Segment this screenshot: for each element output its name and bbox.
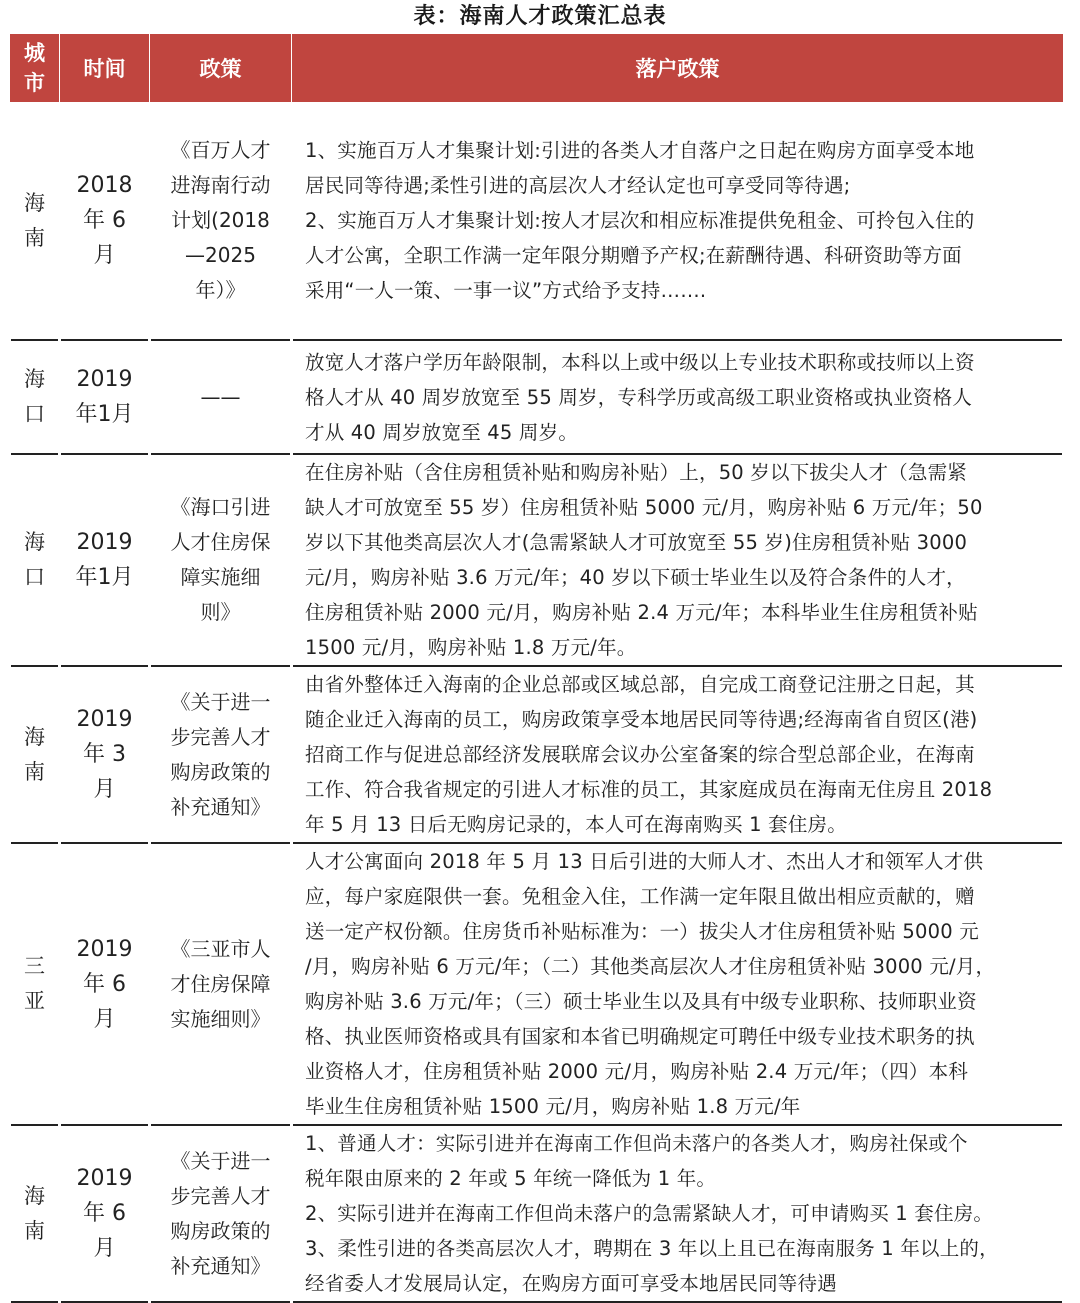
policy-line: 步完善人才 <box>170 724 271 749</box>
policy-line: —— <box>200 384 241 409</box>
time-line: 月 <box>93 1236 116 1261</box>
detail-line: 2、实际引进并在海南工作但尚未落户的急需紧缺人才，可申请购买 1 套住房。 <box>305 1202 994 1225</box>
time-line: 2018 <box>76 173 133 198</box>
detail-line: 居民同等待遇;柔性引进的高层次人才经认定也可享受同等待遇; <box>305 174 851 197</box>
detail-line: 招商工作与促进总部经济发展联席会议办公室备案的综合型总部企业，在海南 <box>305 743 975 766</box>
table-row <box>10 843 1064 1125</box>
policy-line: 障实施细 <box>180 565 261 589</box>
city-char: 海 <box>24 724 45 749</box>
header-row <box>10 34 1064 102</box>
detail-line: 业资格人才，住房租赁补贴 2000 元/月，购房补贴 2.4 万元/年；（四）本科 <box>305 1060 969 1083</box>
detail-line: 放宽人才落户学历年龄限制，本科以上或中级以上专业技术职称或技师以上资 <box>305 350 975 374</box>
cell-detail <box>292 454 1064 666</box>
cell-detail <box>292 102 1064 340</box>
table-title: 表：海南人才政策汇总表 <box>413 4 667 29</box>
detail-line: 1500 元/月，购房补贴 1.8 万元/年。 <box>305 636 637 659</box>
time-line: 月 <box>93 1006 116 1032</box>
cell-policy <box>150 843 292 1125</box>
policy-line: —2025 <box>185 243 256 267</box>
time-line: 年1月 <box>75 402 134 427</box>
cell-policy <box>150 340 292 454</box>
time-line: 年 6 <box>83 971 126 997</box>
policy-line: 人才住房保 <box>170 530 271 554</box>
city-char: 南 <box>24 759 45 784</box>
detail-line: 毕业生住房租赁补贴 1500 元/月，购房补贴 1.8 万元/年 <box>305 1095 801 1118</box>
cell-city <box>10 454 60 666</box>
policy-line: 《百万人才 <box>170 138 271 162</box>
policy-table <box>8 34 1065 1303</box>
time-line: 2019 <box>76 530 133 555</box>
cell-detail <box>292 340 1064 454</box>
detail-line: 格、执业医师资格或具有国家和本省已明确规定可聘任中级专业技术职务的执 <box>305 1025 975 1048</box>
time-line: 年 3 <box>83 742 126 767</box>
time-line: 月 <box>93 243 116 268</box>
cell-policy <box>150 102 292 340</box>
header-detail: 落户政策 <box>292 34 1064 102</box>
policy-line: 进海南行动 <box>170 173 271 197</box>
detail-line: /月，购房补贴 6 万元/年；（二）其他类高层次人才住房租赁补贴 3000 元/月， <box>305 955 996 978</box>
time-line: 2019 <box>76 936 133 962</box>
cell-detail <box>292 1125 1064 1302</box>
time-line: 2019 <box>76 1166 133 1191</box>
cell-time <box>60 102 150 340</box>
detail-line: 随企业迁入海南的员工，购房政策享受本地居民同等待遇;经海南省自贸区(港) <box>305 708 978 731</box>
cell-time <box>60 666 150 843</box>
policy-line: 《关于进一 <box>170 1148 271 1173</box>
cell-policy <box>150 666 292 843</box>
policy-line: 补充通知》 <box>170 1253 271 1278</box>
cell-time <box>60 454 150 666</box>
detail-line: 人才公寓，全职工作满一定年限分期赠予产权;在薪酬待遇、科研资助等方面 <box>305 244 962 267</box>
detail-line: 人才公寓面向 2018 年 5 月 13 日后引进的大师人才、杰出人才和领军人才供 <box>305 850 984 873</box>
header-city-char: 城 <box>24 41 45 65</box>
table-row <box>10 666 1064 843</box>
cell-city <box>10 666 60 843</box>
detail-line: 税年限由原来的 2 年或 5 年统一降低为 1 年。 <box>305 1167 717 1190</box>
time-line: 2019 <box>76 707 133 732</box>
cell-policy <box>150 1125 292 1302</box>
detail-line: 经省委人才发展局认定，在购房方面可享受本地居民同等待遇 <box>305 1272 837 1295</box>
detail-line: 缺人才可放宽至 55 岁）住房租赁补贴 5000 元/月，购房补贴 6 万元/年；50 <box>305 496 983 519</box>
cell-city <box>10 1125 60 1302</box>
policy-line: 补充通知》 <box>170 794 271 819</box>
policy-line: 《三亚市人 <box>170 936 271 961</box>
cell-policy <box>150 454 292 666</box>
detail-line: 1、普通人才：实际引进并在海南工作但尚未落户的各类人才，购房社保或个 <box>305 1132 968 1155</box>
detail-line: 应，每户家庭限供一套。免租金入住，工作满一定年限且做出相应贡献的，赠 <box>305 885 975 908</box>
policy-line: 实施细则》 <box>170 1006 271 1031</box>
detail-line: 元/月，购房补贴 3.6 万元/年；40 岁以下硕士毕业生以及符合条件的人才， <box>305 566 966 589</box>
detail-line: 1、实施百万人才集聚计划:引进的各类人才自落户之日起在购房方面享受本地 <box>305 139 975 162</box>
city-char: 海 <box>24 367 45 391</box>
detail-line: 2、实施百万人才集聚计划:按人才层次和相应标准提供免租金、可拎包入住的 <box>305 209 975 232</box>
header-city <box>10 34 60 102</box>
table-row <box>10 454 1064 666</box>
cell-city <box>10 843 60 1125</box>
policy-line: 《关于进一 <box>170 689 271 714</box>
policy-line: 购房政策的 <box>170 759 271 784</box>
detail-line: 购房补贴 3.6 万元/年；（三）硕士毕业生以及具有中级专业职称、技师职业资 <box>305 990 977 1013</box>
policy-line: 才住房保障 <box>170 971 271 996</box>
policy-line: 《海口引进 <box>170 495 271 519</box>
cell-time <box>60 843 150 1125</box>
cell-detail <box>292 843 1064 1125</box>
detail-line: 岁以下其他类高层次人才(急需紧缺人才可放宽至 55 岁)住房租赁补贴 3000 <box>305 531 968 554</box>
header-policy: 政策 <box>150 34 292 102</box>
header-time: 时间 <box>60 34 150 102</box>
policy-line: 步完善人才 <box>170 1183 271 1208</box>
policy-line: 年）》 <box>195 278 246 302</box>
time-line: 年 6 <box>83 1201 126 1226</box>
cell-city <box>10 102 60 340</box>
city-char: 海 <box>24 190 45 215</box>
header-city-char: 市 <box>24 71 45 95</box>
cell-detail <box>292 666 1064 843</box>
detail-line: 送一定产权份额。住房货币补贴标准为：一）拔尖人才住房租赁补贴 5000 元 <box>305 920 979 943</box>
city-char: 南 <box>24 1218 45 1243</box>
time-line: 2019 <box>76 367 133 392</box>
time-line: 月 <box>93 777 116 802</box>
city-char: 口 <box>24 565 45 589</box>
table-row <box>10 1125 1064 1302</box>
detail-line: 3、柔性引进的各类高层次人才，聘期在 3 年以上且已在海南服务 1 年以上的， <box>305 1237 999 1260</box>
cell-time <box>60 1125 150 1302</box>
cell-time <box>60 340 150 454</box>
city-char: 亚 <box>24 989 45 1013</box>
policy-line: 计划(2018 <box>171 208 270 232</box>
detail-line: 住房租赁补贴 2000 元/月，购房补贴 2.4 万元/年；本科毕业生住房租赁补贴 <box>305 601 978 624</box>
city-char: 海 <box>24 530 45 554</box>
detail-line: 采用“一人一策、一事一议”方式给予支持……. <box>305 279 707 302</box>
table-row <box>10 340 1064 454</box>
policy-line: 则》 <box>200 600 241 624</box>
time-line: 年 6 <box>83 208 126 233</box>
detail-line: 由省外整体迁入海南的企业总部或区域总部，自完成工商登记注册之日起，其 <box>305 673 975 696</box>
detail-line: 格人才从 40 周岁放宽至 55 周岁，专科学历或高级工职业资格或执业资格人 <box>305 385 973 409</box>
city-char: 口 <box>24 402 45 426</box>
policy-line: 购房政策的 <box>170 1218 271 1243</box>
detail-line: 工作、符合我省规定的引进人才标准的员工，其家庭成员在海南无住房且 2018 <box>305 778 993 801</box>
detail-line: 年 5 月 13 日后无购房记录的，本人可在海南购买 1 套住房。 <box>305 813 847 836</box>
city-char: 三 <box>24 954 45 978</box>
table-row <box>10 102 1064 340</box>
city-char: 南 <box>24 225 45 250</box>
time-line: 年1月 <box>75 565 134 590</box>
detail-line: 才从 40 周岁放宽至 45 周岁。 <box>305 420 579 444</box>
detail-line: 在住房补贴（含住房租赁补贴和购房补贴）上，50 岁以下拔尖人才（急需紧 <box>305 461 968 484</box>
cell-city <box>10 340 60 454</box>
city-char: 海 <box>24 1183 45 1208</box>
